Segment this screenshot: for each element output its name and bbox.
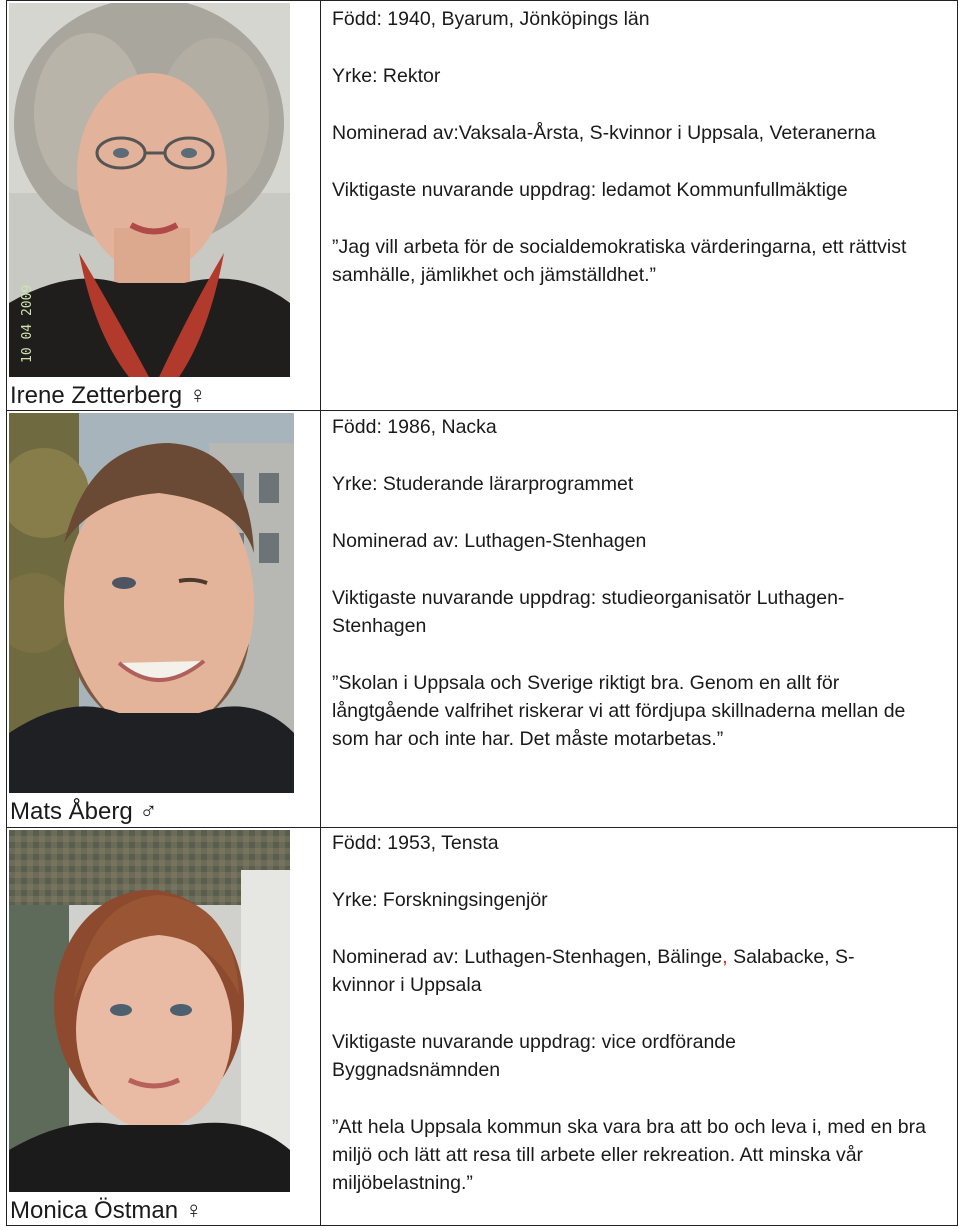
profession-text: Yrke: Rektor	[332, 65, 441, 87]
photo-date-stamp: 10 04 2009	[20, 284, 35, 363]
assignment-text: Viktigaste nuvarande uppdrag: vice ordförande Byggnadsnämnden	[332, 1031, 736, 1081]
nominated-part: Nominerad av: Luthagen-Stenhagen, Bälinge	[332, 946, 723, 968]
row-divider	[6, 410, 958, 411]
quote-text: ”Skolan i Uppsala och Sverige riktigt bra. Genom en allt för långtgående valfrihet riskerar vi att fördjupa skillnaderna mellan de som har och inte har. Det måste motarbetas.”	[332, 672, 906, 750]
male-symbol: ♂	[139, 798, 158, 825]
assignment-text: Viktigaste nuvarande uppdrag: studieorganisatör Luthagen-Stenhagen	[332, 587, 845, 637]
quote-text: ”Jag vill arbeta för de socialdemokratiska värderingarna, ett rättvist samhälle, jämlikhet och jämställdhet.”	[332, 236, 907, 286]
quote-text: ”Att hela Uppsala kommun ska vara bra att bo och leva i, med en bra miljö och lätt att resa till arbete eller rekreation. Att minska vår miljöbelastning.”	[332, 1116, 926, 1194]
female-symbol: ♀	[188, 382, 207, 409]
portrait-photo-monica-ostman	[9, 830, 290, 1192]
portrait-photo-irene-zetterberg	[9, 3, 290, 377]
candidate-info	[332, 5, 952, 289]
profession-text: Yrke: Forskningsingenjör	[332, 889, 548, 911]
nominated-text	[332, 943, 892, 999]
born-text: Född: 1940, Byarum, Jönköpings län	[332, 8, 650, 30]
candidate-name: Irene Zetterberg	[10, 382, 183, 409]
candidate-name-row	[10, 382, 207, 410]
profession-text: Yrke: Studerande lärarprogrammet	[332, 473, 634, 495]
candidate-name: Mats Åberg	[10, 798, 133, 825]
female-symbol: ♀	[184, 1197, 203, 1224]
candidate-name: Monica Östman	[10, 1197, 179, 1224]
nominated-part: Salabacke, S-kvinnor i Uppsala	[332, 946, 855, 996]
born-text: Född: 1953, Tensta	[332, 832, 499, 854]
candidate-name-row	[10, 1197, 203, 1225]
born-text: Född: 1986, Nacka	[332, 416, 497, 438]
column-divider	[320, 0, 321, 1226]
row-divider	[6, 827, 958, 828]
candidate-info	[332, 413, 952, 753]
portrait-photo-mats-aberg	[9, 413, 294, 793]
nominated-red-comma: ,	[722, 946, 728, 968]
nominated-text: Nominerad av: Luthagen-Stenhagen	[332, 530, 647, 552]
assignment-text: Viktigaste nuvarande uppdrag: ledamot Kommunfullmäktige	[332, 179, 848, 201]
candidate-name-row	[10, 798, 157, 826]
nominated-text: Nominerad av:Vaksala-Årsta, S-kvinnor i Uppsala, Veteranerna	[332, 122, 876, 144]
candidate-info	[332, 829, 952, 1197]
table-top-border	[6, 0, 958, 1]
